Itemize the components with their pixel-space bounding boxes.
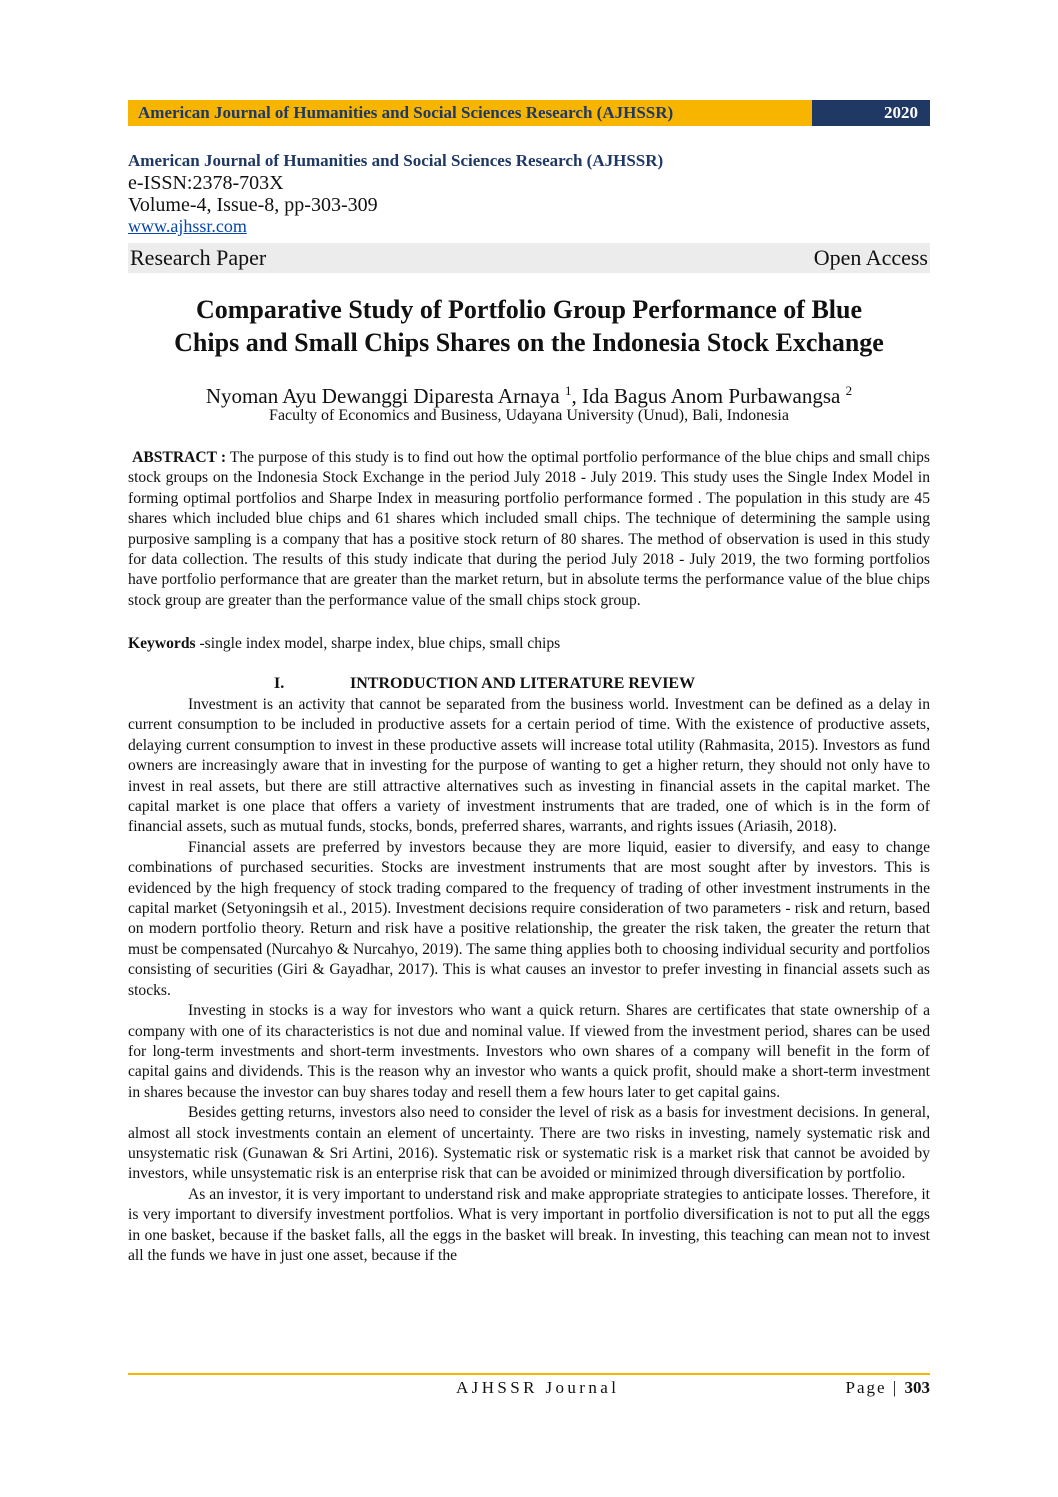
article-title	[128, 293, 930, 359]
footer-page-label: Page |	[845, 1378, 905, 1397]
author-1-affil-mark: 1	[564, 383, 572, 398]
keywords-text: -single index model, sharpe index, blue chips, small chips	[195, 635, 561, 652]
abstract-label: ABSTRACT :	[132, 449, 227, 466]
journal-title: American Journal of Humanities and Social Sciences Research (AJHSSR)	[128, 151, 664, 170]
article-title-line1: Comparative Study of Portfolio Group Performance of Blue	[195, 295, 863, 324]
section-body	[128, 695, 930, 1266]
section-number: I.	[274, 675, 285, 692]
paper-type-bar	[128, 243, 930, 273]
paragraph: As an investor, it is very important to understand risk and make appropriate strategies to anticipate losses. Therefore, it is very important to diversify investment portfolios. What is very important in portfolio diversification is not to put all the eggs in one basket, because if the basket falls, all the eggs in the basket will break. In investing, this teaching can mean not to invest all the funds we have in just one asset, because if the	[128, 1185, 930, 1264]
paper-type: Research Paper	[130, 245, 267, 270]
authors	[128, 378, 930, 409]
running-header	[128, 100, 930, 126]
author-1: Nyoman Ayu Dewanggi Diparesta Arnaya	[205, 384, 560, 408]
footer-page	[846, 1378, 930, 1398]
author-separator: ,	[571, 384, 582, 408]
author-2-affil-mark: 2	[845, 383, 853, 398]
access-type: Open Access	[813, 245, 928, 270]
author-2: Ida Bagus Anom Purbawangsa	[581, 384, 841, 408]
journal-issn: e-ISSN:2378-703X	[128, 172, 284, 194]
paragraph: Investment is an activity that cannot be separated from the business world. Investment can be defined as a delay in current consumption to be included in productive assets for a certain period of time. With the existence of productive assets, delaying current consumption to invest in these productive assets will increase total utility (Rahmasita, 2015). Investors as fund owners are increasingly aware that in investing for the purpose of wanting to get a higher return, they should not only have to invest in real assets, but there are still attractive alternatives such as investing in financial assets in the capital market. The capital market is one place that offers a variety of investment instruments that are traded, one of which is in the form of financial assets, such as mutual funds, stocks, bonds, preferred shares, warrants, and rights issues (Ariasih, 2018).	[128, 696, 930, 836]
footer-rule	[128, 1373, 930, 1375]
paragraph: Investing in stocks is a way for investors who want a quick return. Shares are certificates that state ownership of a company with one of its characteristics is not due and nominal value. If viewed from the investment period, shares can be used for long-term investments and short-term investments. Investors who own shares of a company will benefit in the form of capital gains and dividends. This is the reason why an investor who wants a quick profit, should make a short-term investment in shares because the investor can buy shares today and resell them a few hours later to get capital gains.	[128, 1002, 930, 1101]
affiliation: Faculty of Economics and Business, Udayana University (Unud), Bali, Indonesia	[269, 407, 789, 424]
running-header-year: 2020	[812, 100, 930, 126]
journal-info	[128, 150, 930, 236]
journal-volume: Volume-4, Issue-8, pp-303-309	[128, 194, 378, 216]
footer-page-number: 303	[904, 1378, 930, 1397]
keywords	[128, 634, 930, 654]
footer-journal: AJHSSR Journal	[456, 1378, 620, 1397]
keywords-label: Keywords	[128, 635, 196, 652]
abstract	[128, 448, 930, 611]
article-title-line2: Chips and Small Chips Shares on the Indonesia Stock Exchange	[174, 328, 884, 357]
journal-website-link[interactable]: www.ajhssr.com	[128, 216, 247, 236]
abstract-text: The purpose of this study is to find out how the optimal portfolio performance of the blue chips and small chips stock groups on the Indonesia Stock Exchange in the period July 2018 - July 2019. This study uses the Single Index Model in forming optimal portfolios and Sharpe Index in measuring portfolio performance formed . The population in this study are 45 shares which included blue chips and 61 shares which included small chips. The technique of determining the sample using purposive sampling is a company that has a positive stock return of 80 shares. The method of observation is used in this study for data collection. The results of this study indicate that during the period July 2018 - July 2019, the two forming portfolios have portfolio performance that are greater than the market return, but in absolute terms the performance value of the blue chips stock group are greater than the performance value of the small chips stock group.	[128, 449, 930, 609]
section-title: INTRODUCTION AND LITERATURE REVIEW	[350, 675, 696, 692]
paragraph: Financial assets are preferred by investors because they are more liquid, easier to diversify, and easy to change combinations of purchased securities. Stocks are investment instruments that are most sought after by investors. This is evidenced by the high frequency of stock trading compared to the frequency of trading of other investment instruments in the capital market (Setyoningsih et al., 2015). Investment decisions require consideration of two parameters - risk and return, based on modern portfolio theory. Return and risk have a positive relationship, the greater the risk taken, the greater the return that must be compensated (Nurcahyo & Nurcahyo, 2019). The same thing applies both to choosing individual security and portfolios consisting of securities (Giri & Gayadhar, 2017). This is what causes an investor to prefer investing in financial assets such as stocks.	[128, 838, 930, 999]
running-header-journal: American Journal of Humanities and Social Sciences Research (AJHSSR)	[128, 100, 812, 126]
paragraph: Besides getting returns, investors also need to consider the level of risk as a basis for investment decisions. In general, almost all stock investments contain an element of uncertainty. There are two risks in investing, namely systematic risk and unsystematic risk (Gunawan & Sri Artini, 2016). Systematic risk or systematic risk is a market risk that cannot be avoided by investors, while unsystematic risk is an enterprise risk that can be avoided or minimized through diversification by portfolio.	[128, 1104, 930, 1183]
page-footer	[128, 1378, 930, 1400]
